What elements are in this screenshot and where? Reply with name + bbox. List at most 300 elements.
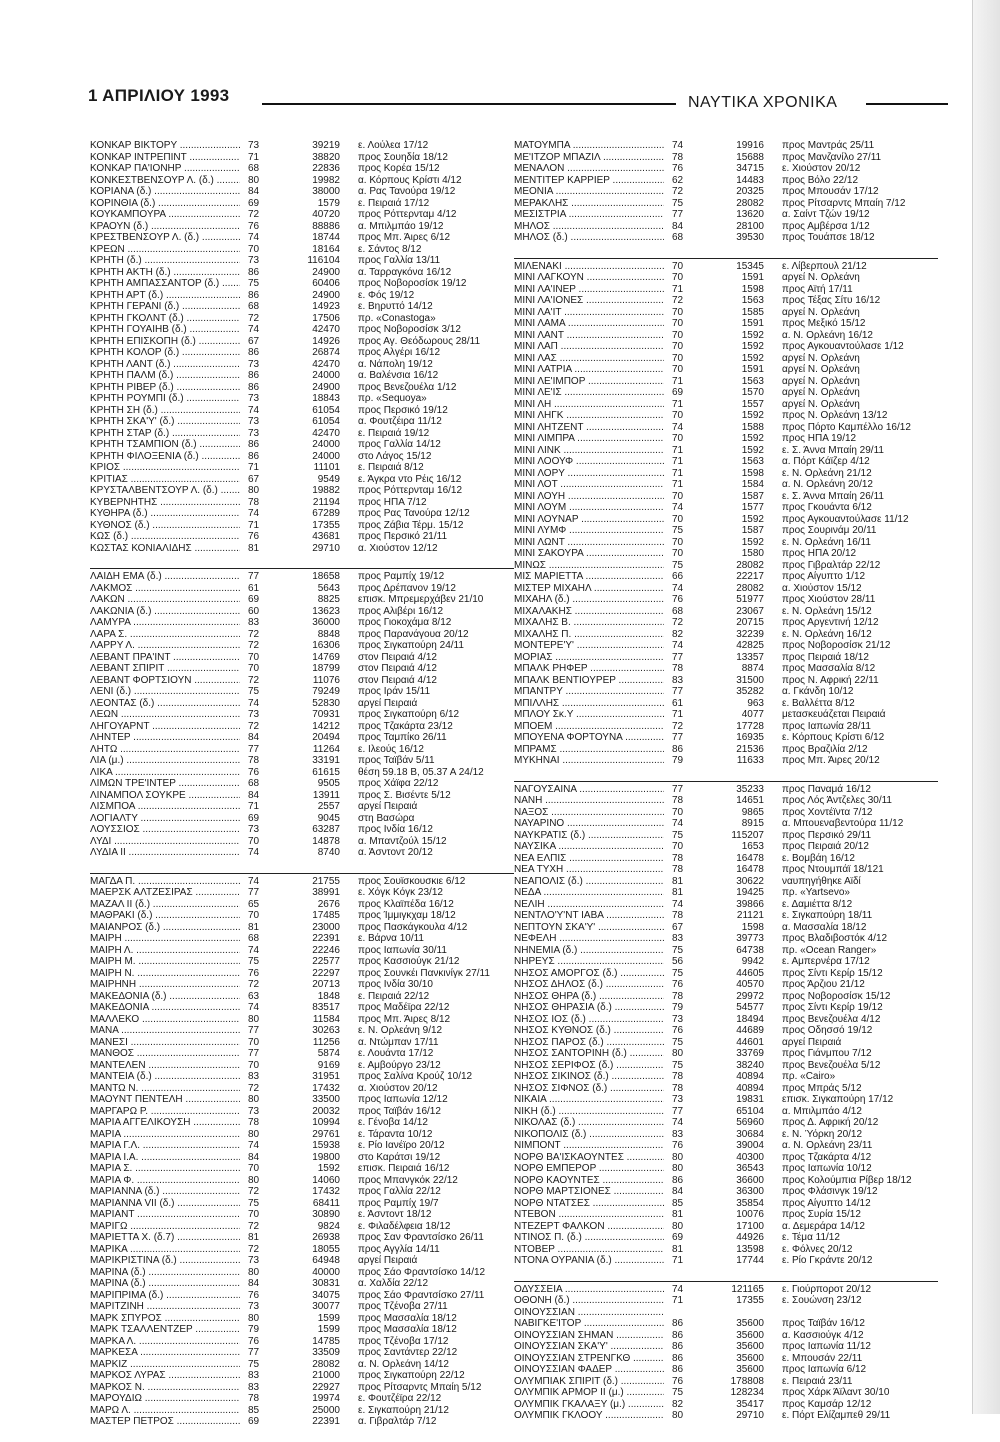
ship-name: ΜΑΡΙΑ ΑΓΓΕΛΙΚΟΥΣΗ .....: [90, 1117, 240, 1129]
ship-name: ΚΡΥΣΤΑΛΒΕΝΤΣΟΥΡ Λ. (δ.) .....: [90, 485, 240, 497]
ship-built-year: 68: [672, 232, 684, 243]
ship-tonnage: 1599: [317, 1324, 340, 1335]
ship-status: ε. Σ. Άννα Μπαίη 29/11: [782, 444, 884, 456]
ship-name: ΜΕ'ΙΤΖΟΡ ΜΠΑΖΙΛ .....: [514, 152, 664, 164]
ship-tonnage: 11076: [312, 674, 340, 686]
ship-status: προς Μπράς 5/12: [782, 1082, 862, 1094]
ship-row: [90, 847, 514, 859]
ship-built-year: 71: [672, 375, 684, 387]
ship-row: [90, 393, 514, 405]
ship-tonnage: 39219: [312, 140, 340, 151]
right-column: [514, 140, 938, 1436]
ship-built-year: 85: [248, 1404, 260, 1416]
ship-status: προς Βενεζουέλα 5/12: [782, 1059, 881, 1071]
ship-status: ε. Βαλλέττα 8/12: [782, 697, 855, 709]
ship-built-year: 72: [248, 209, 260, 220]
ship-list-block: [514, 258, 938, 767]
ship-row: [90, 1071, 514, 1083]
ship-row: [90, 755, 514, 767]
ship-tonnage: 1563: [741, 456, 764, 467]
ship-built-year: 71: [672, 444, 684, 456]
ship-name: ΜΑΝΤΩ Ν. .....: [90, 1083, 240, 1095]
ship-built-year: 76: [672, 979, 684, 990]
ship-tonnage: 18799: [312, 663, 340, 674]
ship-row: [90, 979, 514, 991]
ship-row: [90, 508, 514, 520]
ship-status: προς Ν. Ορλεάνη 13/12: [782, 410, 888, 421]
ship-row: [514, 1364, 938, 1376]
ship-tonnage: 15688: [736, 151, 764, 163]
ship-built-year: 71: [672, 467, 684, 479]
ship-status: προς Νοβοροσίσκ 21/12: [782, 640, 891, 651]
ship-status: προς Σιγκαπούρη 24/11: [358, 640, 464, 651]
ship-row: [90, 221, 514, 233]
ship-built-year: 70: [672, 272, 684, 283]
ship-tonnage: 1592: [741, 410, 764, 421]
ship-status: ε. Λούλεα 17/12: [358, 140, 429, 151]
ship-built-year: 73: [248, 427, 260, 439]
ship-status: προς Γιάνμπου 7/12: [782, 1048, 872, 1059]
ship-built-year: 73: [672, 1094, 684, 1105]
ship-tonnage: 79249: [312, 686, 340, 697]
ship-tonnage: 8874: [741, 663, 764, 674]
ship-name: ΚΡΗΤΗ ΑΜΠΑΣΣΑΝΤΟΡ (δ.) .....: [90, 278, 240, 290]
ship-built-year: 77: [248, 1025, 260, 1036]
ship-row: [514, 864, 938, 876]
ship-row: [90, 1060, 514, 1072]
ship-status: α. Βαλένσια 16/12: [358, 370, 439, 381]
ship-tonnage: 36300: [736, 1186, 764, 1197]
ship-status: προς Ζάβια Τέρμ. 15/12: [358, 519, 464, 531]
ship-built-year: 75: [672, 559, 684, 571]
ship-name: ΜΑΡΙΑ Γ.Λ. .....: [90, 1140, 240, 1152]
ship-status: α. Μπουεναβεντούρα 11/12: [782, 818, 904, 829]
ship-name: ΜΑΡΚΑ Λ. .....: [90, 1336, 240, 1348]
ship-status: προς Αλγέρι 16/12: [358, 347, 441, 358]
ship-row: [90, 531, 514, 543]
ship-status: α. Ταρραγκόνα 16/12: [358, 266, 452, 278]
ship-row: [90, 824, 514, 836]
ship-status: προς Μασσαλία 8/12: [782, 663, 876, 674]
ship-row: [90, 140, 514, 152]
ship-tonnage: 1653: [741, 841, 764, 852]
ship-status: α. Ν. Ορλεάνη 20/12: [782, 479, 873, 490]
ship-status: προς Τζένοβα 17/12: [358, 1335, 449, 1347]
ship-status: προς Σίντι Κερίρ 19/12: [782, 1002, 883, 1013]
ship-row: [90, 1152, 514, 1164]
ship-tonnage: 42470: [312, 324, 340, 335]
ship-row: [514, 910, 938, 922]
ship-row: [514, 830, 938, 842]
ship-name: ΛΟΥΣΣΙΟΣ .....: [90, 824, 240, 836]
ship-tonnage: 40720: [312, 209, 340, 220]
ship-status: α. Νάπολη 19/12: [358, 358, 433, 370]
ship-built-year: 75: [248, 686, 260, 697]
ship-tonnage: 1592: [741, 433, 764, 444]
ship-name: ΜΟΡΙΑΣ .....: [514, 652, 664, 664]
ship-tonnage: 17355: [312, 519, 340, 531]
ship-row: [514, 479, 938, 491]
ship-name: ΜΑΝΑ .....: [90, 1025, 240, 1037]
ship-name: ΚΡΗΤΗ ΑΡΤ (δ.) .....: [90, 290, 240, 302]
ship-tonnage: 21194: [312, 496, 340, 508]
ship-row: [90, 629, 514, 641]
ship-status: προς Βόλο 22/12: [782, 174, 859, 186]
ship-tonnage: 9865: [741, 806, 764, 818]
ship-row: [514, 1209, 938, 1221]
ship-status: προς Παρανάγουα 20/12: [358, 628, 469, 640]
ship-row: [514, 376, 938, 388]
ship-name: ΝΤΟΝΑ ΟΥΡΑΝΙΑ (δ.) .....: [514, 1255, 664, 1267]
ship-name: ΜΠΟΕΜ .....: [514, 721, 664, 733]
ship-built-year: 71: [248, 462, 260, 473]
ship-tonnage: 2557: [317, 801, 340, 812]
ship-status: μετασκευάζεται Πειραιά: [782, 709, 886, 720]
ship-built-year: 76: [672, 1025, 684, 1036]
ship-status: επισκ. Μπρεμερχάβεν 21/10: [358, 594, 484, 605]
ship-row: [90, 1117, 514, 1129]
ship-row: [514, 1353, 938, 1365]
ship-tonnage: 40000: [312, 1266, 340, 1278]
ship-built-year: 71: [672, 1295, 684, 1306]
ship-name: ΜΑΓΔΑ Π. .....: [90, 876, 240, 888]
ship-name: ΜΠΙΛΛΗΣ .....: [514, 698, 664, 710]
ship-name: ΚΡΑΟΥΝ (δ.) .....: [90, 221, 240, 233]
ship-status: ε. Σ. Άννα Μπαίη 26/11: [782, 490, 884, 502]
ship-tonnage: 18494: [736, 1013, 764, 1025]
ship-tonnage: 5874: [317, 1048, 340, 1059]
ship-tonnage: 22836: [312, 163, 340, 174]
ship-status: προς Ρόττερνταμ 4/12: [358, 209, 457, 220]
ship-row: [90, 313, 514, 325]
ship-row: [90, 1393, 514, 1405]
ship-built-year: 76: [248, 531, 260, 542]
ship-tonnage: 17355: [736, 1295, 764, 1306]
ship-tonnage: 1848: [317, 990, 340, 1002]
ship-status: αργεί Ν. Ορλεάνη: [782, 306, 860, 318]
ship-built-year: 70: [672, 490, 684, 502]
ship-built-year: 86: [248, 381, 260, 393]
ship-status: α. Χιούστον 12/12: [358, 542, 438, 554]
ship-name: ΝΕΦΕΛΗ .....: [514, 933, 664, 945]
ship-status: προς Γιοκοχάμα 8/12: [358, 617, 452, 628]
ship-name: ΟΔΥΣΣΕΙΑ .....: [514, 1284, 664, 1296]
ship-name: ΝΗΣΟΣ ΣΙΦΝΟΣ (δ.) .....: [514, 1083, 664, 1095]
ship-built-year: 80: [672, 1151, 684, 1163]
ship-status: προς Ραμπίχ 19/7: [358, 1197, 439, 1209]
ship-status: προς Βραζιλία 2/12: [782, 743, 868, 755]
ship-status: προς Αργεντινή 12/12: [782, 617, 879, 628]
ship-name: ΜΙΝΙ ΛΥΜΦ .....: [514, 525, 664, 537]
ship-row: [90, 1278, 514, 1290]
ship-status: προς Μπ. Άιρες 6/12: [358, 232, 451, 243]
ship-name: ΛΑΡΡΥ Λ. .....: [90, 640, 240, 652]
ship-name: ΛΗΤΩ .....: [90, 744, 240, 756]
ship-row: [90, 956, 514, 968]
ship-built-year: 78: [672, 795, 684, 806]
ship-row: [90, 485, 514, 497]
ship-row: [514, 991, 938, 1003]
ship-built-year: 75: [248, 1358, 260, 1370]
ship-tonnage: 19425: [736, 887, 764, 898]
ship-built-year: 73: [672, 1013, 684, 1025]
ship-row: [90, 686, 514, 698]
ship-name: ΚΡΗΤΗ ΓΚΟΛΝΤ (δ.) .....: [90, 313, 240, 325]
ship-status: αργεί Ν. Ορλεάνη: [782, 364, 860, 375]
ship-name: ΚΡΗΤΗ ΓΟΥΑΙΗΒ (δ.) .....: [90, 324, 240, 336]
ship-name: ΜΙΝΙ ΛΑ'ΙΤ .....: [514, 307, 664, 319]
ship-built-year: 74: [248, 847, 260, 858]
ship-tonnage: 21536: [736, 743, 764, 755]
ship-row: [514, 956, 938, 968]
ship-status: πρ. «Ocean Ranger»: [782, 944, 877, 956]
ship-tonnage: 64738: [736, 944, 764, 956]
ship-list-block: [90, 873, 514, 1428]
ship-row: [514, 968, 938, 980]
ship-name: ΜΙΝΙ ΛΑΤΡΙΑ .....: [514, 364, 664, 376]
issue-date: 1 ΑΠΡΙΛΙΟΥ 1993: [88, 86, 230, 105]
ship-name: ΝΙΜΠΟΝΤ .....: [514, 1140, 664, 1152]
ship-tonnage: 1579: [317, 197, 340, 209]
ship-name: ΟΛΥΜΠΙΚ ΓΚΑΛΑΞΥ (μ.) .....: [514, 1399, 664, 1411]
ship-built-year: 62: [672, 174, 684, 186]
ship-row: [514, 1175, 938, 1187]
ship-row: [514, 456, 938, 468]
ship-tonnage: 44689: [736, 1025, 764, 1036]
ship-row: [514, 1376, 938, 1388]
ship-row: [514, 1060, 938, 1072]
ship-built-year: 80: [248, 174, 260, 186]
ship-tonnage: 1592: [741, 513, 764, 525]
ship-built-year: 83: [248, 1370, 260, 1381]
ship-name: ΚΟΝΚΑΡ ΠΑ'ΙΟΝΗΡ .....: [90, 163, 240, 175]
ship-tonnage: 121165: [731, 1283, 764, 1295]
ship-name: ΜΙΝΩΣ .....: [514, 560, 664, 572]
ship-name: ΜΑΝΘΟΣ .....: [90, 1048, 240, 1060]
ship-tonnage: 60406: [312, 278, 340, 289]
ship-tonnage: 1598: [741, 283, 764, 295]
ship-row: [90, 1175, 514, 1187]
ship-status: ε. Πειραιά 8/12: [358, 462, 424, 473]
ship-status: προς Γκουάντα 6/12: [782, 502, 872, 513]
ship-tonnage: 1563: [741, 375, 764, 387]
ship-name: ΜΑΙΡΗ Λ. .....: [90, 945, 240, 957]
ship-status: α. Ν. Ορλεάνη 23/11: [782, 1140, 873, 1151]
ship-built-year: 86: [672, 1174, 684, 1186]
ship-row: [90, 1140, 514, 1152]
ship-tonnage: 14926: [312, 335, 340, 347]
ship-status: ε. Άσντοντ 18/12: [358, 1209, 432, 1220]
ship-name: ΜΙΝΙ ΛΟΟΥΦ .....: [514, 456, 664, 468]
ship-built-year: 83: [248, 617, 260, 628]
ship-name: ΜΕΣΙΣΤΡΙΑ .....: [514, 209, 664, 221]
ship-row: [90, 945, 514, 957]
ship-built-year: 70: [672, 536, 684, 548]
ship-status: προς Τουάπσε 18/12: [782, 232, 875, 243]
ship-row: [90, 382, 514, 394]
ship-row: [514, 295, 938, 307]
ship-name: ΜΙΧΑΛΑΚΗΣ .....: [514, 606, 664, 618]
ship-tonnage: 14769: [312, 651, 340, 663]
ship-status: προς Κασσιούγκ 21/12: [358, 956, 460, 967]
ship-row: [90, 910, 514, 922]
ship-status: προς Μασσαλία 18/12: [358, 1312, 457, 1324]
ship-built-year: 74: [672, 640, 684, 651]
ship-tonnage: 39866: [736, 898, 764, 910]
ship-row: [90, 370, 514, 382]
ship-name: ΝΗΝΕΜΙΑ (δ.) .....: [514, 945, 664, 957]
ship-built-year: 70: [672, 306, 684, 318]
ship-tonnage: 36600: [736, 1174, 764, 1186]
ship-status: προς Μαδέϊρα 22/12: [358, 1002, 450, 1013]
ship-name: ΝΗΣΟΣ ΙΟΣ (δ.) .....: [514, 1014, 664, 1026]
ship-tonnage: 14785: [312, 1335, 340, 1347]
ship-tonnage: 38240: [736, 1059, 764, 1071]
ship-name: ΜΑΚΕΔΟΝΙΑ .....: [90, 1002, 240, 1014]
ship-tonnage: 22577: [312, 956, 340, 967]
ship-name: ΜΙΝΙ ΛΑΝΤ .....: [514, 330, 664, 342]
ship-tonnage: 24000: [312, 439, 340, 450]
ship-row: [90, 606, 514, 618]
ship-status: προς Χιούστον 28/11: [782, 594, 876, 605]
ship-status: προς Μεξικό 15/12: [782, 318, 866, 329]
ship-built-year: 70: [248, 835, 260, 847]
ship-tonnage: 61054: [312, 416, 340, 427]
ship-status: πρ. «Sequoya»: [358, 393, 427, 404]
ship-name: ΚΟΝΚΕΣΤΒΕΝΣΟΥΡ Λ. (δ.) .....: [90, 175, 240, 187]
ship-tonnage: 68411: [312, 1197, 340, 1209]
ship-name: ΜΑΡΙΠΡΙΜΑ (δ.) .....: [90, 1290, 240, 1302]
ship-tonnage: 1587: [741, 490, 764, 502]
ship-status: α. Σαίντ Τζών 19/12: [782, 209, 870, 220]
ship-tonnage: 8825: [317, 594, 340, 605]
ship-row: [514, 1198, 938, 1210]
ship-tonnage: 9505: [317, 778, 340, 789]
ship-built-year: 81: [248, 1232, 260, 1243]
ship-built-year: 74: [672, 1283, 684, 1295]
ship-row: [90, 594, 514, 606]
ship-tonnage: 31500: [736, 674, 764, 686]
ship-built-year: 77: [248, 1048, 260, 1059]
ship-status: προς Αγγλία 14/11: [358, 1243, 440, 1255]
ship-row: [90, 1405, 514, 1417]
ship-name: ΛΗΝΤΕΡ .....: [90, 732, 240, 744]
ship-row: [90, 876, 514, 888]
ship-status: προς Σαλίνα Κρούζ 10/12: [358, 1071, 473, 1082]
ship-status: προς Γιβραλτάρ 22/12: [782, 559, 881, 571]
ship-status: προς Σ. Βισέντε 5/12: [358, 789, 451, 801]
ship-status: α. Ρας Τανούρα 19/12: [358, 186, 456, 197]
ship-row: [90, 1198, 514, 1210]
ship-status: ναυπηγήθηκε Αϊδί: [782, 875, 861, 887]
ship-built-year: 61: [672, 697, 684, 709]
ship-name: ΝΑΓΟΥΣΑΙΝΑ .....: [514, 784, 664, 796]
ship-built-year: 71: [672, 456, 684, 467]
ship-row: [514, 606, 938, 618]
ship-status: προς Σουρινάμ 20/11: [782, 525, 877, 536]
ship-built-year: 77: [248, 1347, 260, 1358]
ship-built-year: 77: [672, 651, 684, 663]
ship-built-year: 83: [672, 1128, 684, 1140]
ship-built-year: 75: [672, 1036, 684, 1048]
ship-name: ΛΥΔΙ .....: [90, 836, 240, 848]
ship-built-year: 68: [248, 933, 260, 944]
ship-built-year: 70: [672, 410, 684, 421]
ship-name: ΜΑΙΡΗ .....: [90, 933, 240, 945]
ship-name: ΚΡΙΟΣ .....: [90, 462, 240, 474]
ship-status: πρ. «Yartsevo»: [782, 887, 850, 898]
ship-row: [514, 491, 938, 503]
ship-row: [90, 744, 514, 756]
ship-row: [90, 1290, 514, 1302]
ship-tonnage: 1592: [741, 536, 764, 548]
ship-tonnage: 38991: [312, 887, 340, 898]
ship-row: [90, 267, 514, 279]
ship-name: ΜΙΝΙ ΛΑΓΚΟΥΝ .....: [514, 272, 664, 284]
ship-status: αργεί Ν. Ορλεάνη: [782, 398, 860, 410]
ship-row: [514, 422, 938, 434]
ship-status: ε. Ιλεούς 16/12: [358, 743, 424, 755]
ship-status: προς Δρέπανον 19/12: [358, 582, 456, 594]
ship-built-year: 75: [672, 829, 684, 841]
ship-built-year: 76: [672, 1140, 684, 1151]
ship-name: ΝΤΙΝΟΣ Π. (δ.) .....: [514, 1232, 664, 1244]
ship-name: ΝΙΚΟΛΑΣ (δ.) .....: [514, 1117, 664, 1129]
ship-built-year: 80: [672, 1220, 684, 1232]
ship-built-year: 78: [672, 151, 684, 163]
ship-status: ε. Κόρπους Κρίστι 6/12: [782, 732, 885, 743]
ship-status: α. Φουτζέιρα 11/12: [358, 416, 442, 427]
ship-name: ΝΟΡΘ ΚΑΟΥΝΤΕΣ .....: [514, 1175, 664, 1187]
ship-name: ΝΑΝΗ .....: [514, 795, 664, 807]
ship-row: [90, 1106, 514, 1118]
ship-built-year: 84: [248, 1278, 260, 1289]
ship-row: [514, 1025, 938, 1037]
ship-built-year: 65: [248, 898, 260, 910]
ship-built-year: 69: [248, 197, 260, 209]
ship-status: πρ. «Cairo»: [782, 1071, 836, 1082]
ship-status: αργεί Πειραιά: [358, 801, 418, 812]
ship-tonnage: 20494: [312, 732, 340, 743]
ship-built-year: 74: [248, 697, 260, 709]
ship-row: [514, 1341, 938, 1353]
ship-row: [90, 721, 514, 733]
ship-built-year: 77: [672, 783, 684, 795]
ship-built-year: 77: [672, 732, 684, 743]
ship-name: ΜΑΡΙΚΡΙΣΤΙΝΑ (δ.) .....: [90, 1255, 240, 1267]
ship-tonnage: 19882: [312, 485, 340, 496]
ship-tonnage: 35600: [736, 1352, 764, 1364]
ship-row: [514, 261, 938, 273]
ship-built-year: 74: [672, 502, 684, 513]
ship-name: ΝΗΣΟΣ ΘΗΡΑ (δ.) .....: [514, 991, 664, 1003]
ship-row: [514, 1330, 938, 1342]
ship-tonnage: 1570: [741, 387, 764, 398]
ship-name: ΚΡΗΤΗ ΦΙΛΟΞΕΝΙΑ (δ.) .....: [90, 451, 240, 463]
ship-status: ε. Γένοβα 14/12: [358, 1117, 428, 1128]
ship-built-year: 76: [248, 1289, 260, 1301]
ship-status: προς Σίντι Κερίρ 15/12: [782, 967, 883, 979]
ship-status: στη Βασώρα: [358, 812, 415, 824]
ship-tonnage: 88886: [312, 220, 340, 232]
ship-name: ΝΤΕΖΕΡΤ ΦΑΛΚΟΝ .....: [514, 1221, 664, 1233]
ship-name: ΝΟΡΘ ΜΑΡΤΣΙΟΝΕΣ .....: [514, 1186, 664, 1198]
ship-status: προς Φλάσινγκ 19/12: [782, 1186, 878, 1197]
ship-built-year: 70: [672, 341, 684, 352]
ship-status: προς Ρίτσαρντς Μπαίη 5/12: [358, 1381, 482, 1393]
ship-tonnage: 15345: [736, 260, 764, 272]
ship-name: ΛΙΣΜΠΟΑ .....: [90, 801, 240, 813]
